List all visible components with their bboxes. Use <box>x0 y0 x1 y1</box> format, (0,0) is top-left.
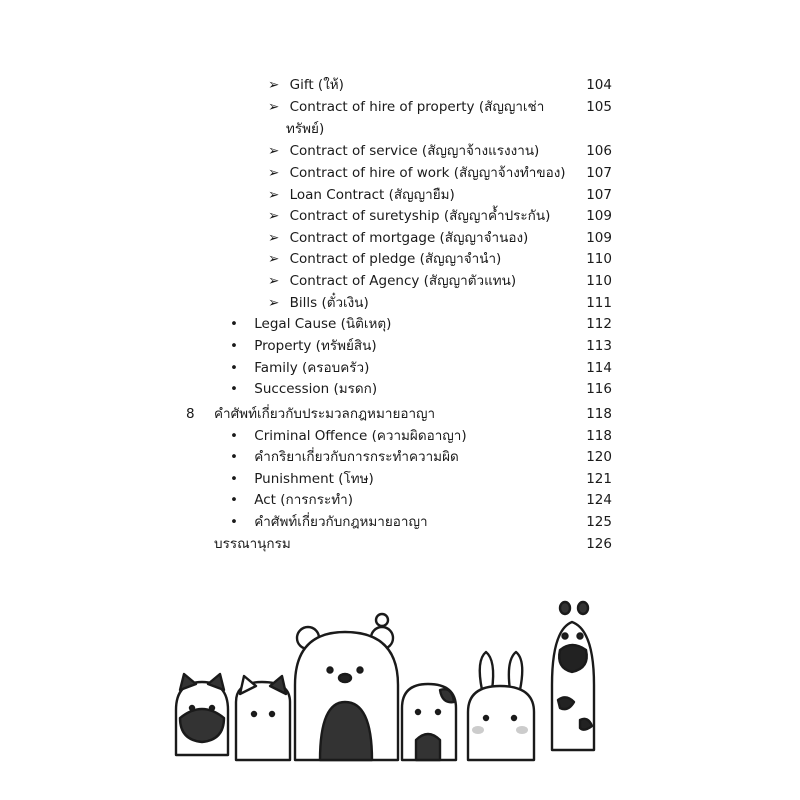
bullet-entry <box>230 357 369 379</box>
arrow-marker: ➢ <box>268 187 280 203</box>
sub-entry <box>268 248 501 270</box>
bullet-entry <box>230 313 391 335</box>
page-number: 107 <box>586 165 612 181</box>
entry-label: Bills (ตั๋วเงิน) <box>289 295 369 311</box>
page-number: 114 <box>586 360 612 376</box>
entry-label: Legal Cause (นิติเหตุ) <box>254 316 392 332</box>
page-number: 120 <box>586 449 612 465</box>
bullet-marker: • <box>230 316 238 332</box>
arrow-marker: ➢ <box>268 273 280 289</box>
page-number: 109 <box>586 208 612 224</box>
entry-label: Contract of pledge (สัญญาจำนำ) <box>289 251 502 267</box>
page-number: 107 <box>586 187 612 203</box>
arrow-marker: ➢ <box>268 165 280 181</box>
entry-label-continuation: ทรัพย์) <box>286 121 325 137</box>
chapter-title: คำศัพท์เกี่ยวกับประมวลกฎหมายอาญา <box>214 406 436 422</box>
page-number: 105 <box>586 99 612 115</box>
entry-label: Succession (มรดก) <box>254 381 378 397</box>
page-number: 118 <box>586 406 612 422</box>
bullet-entry <box>230 378 377 400</box>
page-number: 116 <box>586 381 612 397</box>
bullet-marker: • <box>230 492 238 508</box>
sub-entry <box>268 96 544 118</box>
entry-label: Contract of hire of work (สัญญาจ้างทำของ) <box>289 165 566 181</box>
chapter-number: 8 <box>186 406 195 422</box>
hamster-icon <box>402 684 456 760</box>
page-number: 124 <box>586 492 612 508</box>
bibliography-label: บรรณานุกรม <box>214 536 291 552</box>
bullet-marker: • <box>230 471 238 487</box>
entry-label: คำศัพท์เกี่ยวกับกฎหมายอาญา <box>254 514 428 530</box>
page-number: 104 <box>586 77 612 93</box>
bullet-entry <box>230 511 428 533</box>
entry-label: Punishment (โทษ) <box>254 471 374 487</box>
cute-animals-illustration <box>170 590 640 765</box>
page-number: 121 <box>586 471 612 487</box>
arrow-marker: ➢ <box>268 208 280 224</box>
page-number: 110 <box>586 251 612 267</box>
entry-label: Contract of hire of property (สัญญาเช่า <box>289 99 545 115</box>
bullet-marker: • <box>230 428 238 444</box>
sub-entry <box>268 162 566 184</box>
entry-label: Family (ครอบครัว) <box>254 360 370 376</box>
giraffe-icon <box>552 602 594 750</box>
entry-label: Contract of suretyship (สัญญาค้ำประกัน) <box>289 208 551 224</box>
entry-label: Loan Contract (สัญญายืม) <box>289 187 455 203</box>
entry-label: Criminal Offence (ความผิดอาญา) <box>254 428 467 444</box>
arrow-marker: ➢ <box>268 77 280 93</box>
sub-entry <box>268 292 369 314</box>
cat-icon <box>236 676 290 760</box>
bear-icon <box>295 614 398 760</box>
bunny-icon <box>468 652 534 760</box>
sub-entry <box>268 140 539 162</box>
sub-entry <box>268 205 550 227</box>
page-number: 113 <box>586 338 612 354</box>
arrow-marker: ➢ <box>268 99 280 115</box>
sub-entry <box>268 270 516 292</box>
bullet-marker: • <box>230 338 238 354</box>
bullet-marker: • <box>230 360 238 376</box>
bullet-marker: • <box>230 514 238 530</box>
page-number: 125 <box>586 514 612 530</box>
sub-entry <box>268 74 344 96</box>
entry-label: Contract of Agency (สัญญาตัวแทน) <box>289 273 517 289</box>
entry-label: Gift (ให้) <box>289 77 344 93</box>
page-number: 126 <box>586 536 612 552</box>
page-number: 110 <box>586 273 612 289</box>
bullet-entry <box>230 425 467 447</box>
bullet-entry <box>230 489 353 511</box>
entry-label: Contract of service (สัญญาจ้างแรงงาน) <box>289 143 540 159</box>
entry-label: คำกริยาเกี่ยวกับการกระทำความผิด <box>254 449 459 465</box>
bullet-marker: • <box>230 449 238 465</box>
fox-icon <box>176 674 228 755</box>
bullet-entry <box>230 335 377 357</box>
bullet-entry <box>230 446 459 468</box>
sub-entry <box>268 227 528 249</box>
sub-entry <box>268 184 455 206</box>
page-number: 111 <box>586 295 612 311</box>
page-number: 118 <box>586 428 612 444</box>
arrow-marker: ➢ <box>268 230 280 246</box>
bullet-marker: • <box>230 381 238 397</box>
entry-label: Act (การกระทำ) <box>254 492 353 508</box>
page-number: 106 <box>586 143 612 159</box>
arrow-marker: ➢ <box>268 143 280 159</box>
entry-label: Contract of mortgage (สัญญาจำนอง) <box>289 230 529 246</box>
bullet-entry <box>230 468 374 490</box>
page-number: 112 <box>586 316 612 332</box>
arrow-marker: ➢ <box>268 251 280 267</box>
page-number: 109 <box>586 230 612 246</box>
arrow-marker: ➢ <box>268 295 280 311</box>
entry-label: Property (ทรัพย์สิน) <box>254 338 377 354</box>
